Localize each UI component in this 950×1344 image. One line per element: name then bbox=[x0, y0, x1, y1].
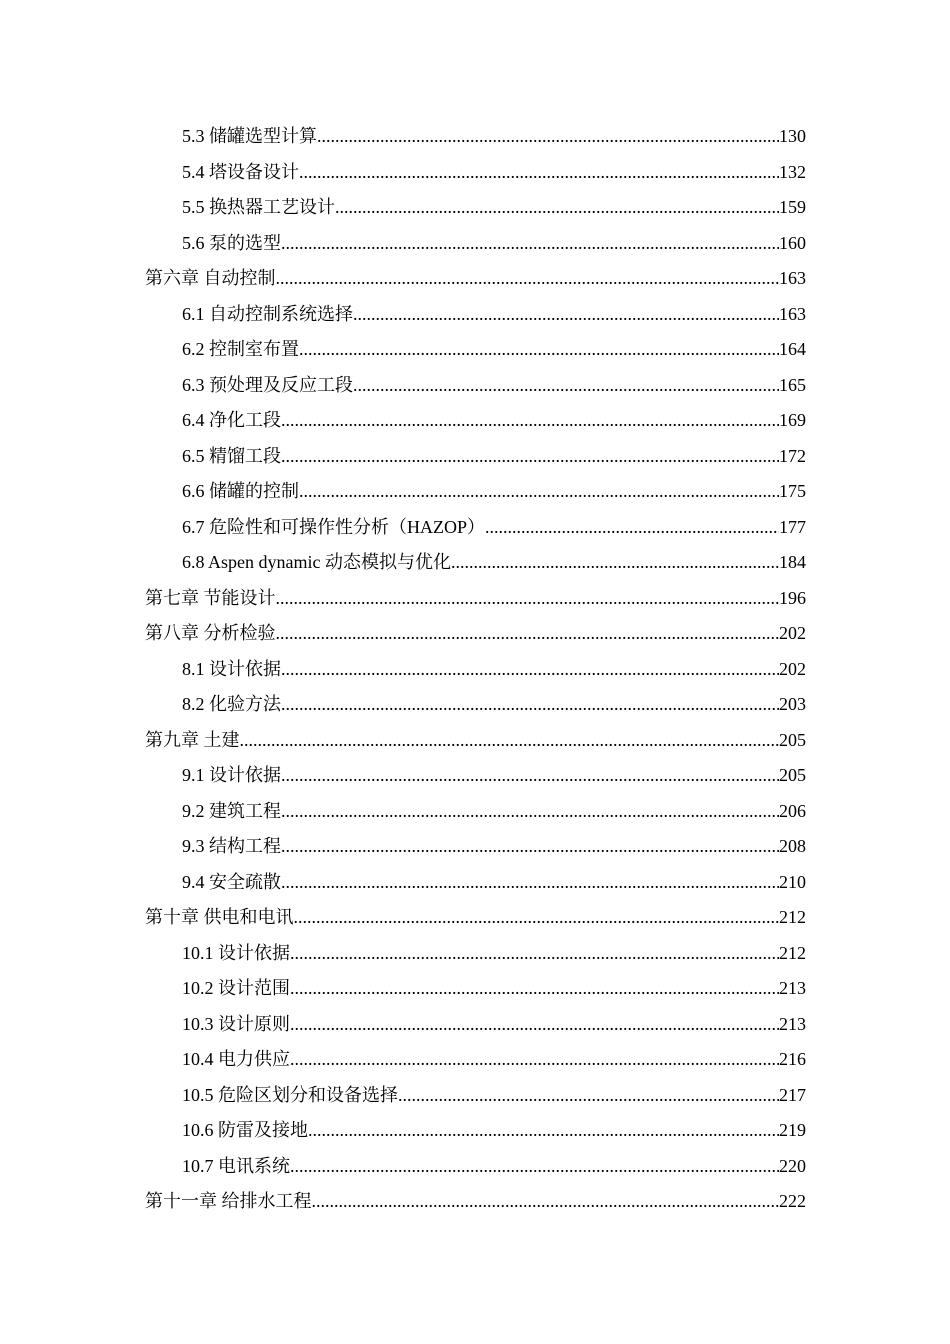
dot-leader bbox=[485, 510, 779, 546]
toc-section-entry[interactable] bbox=[145, 332, 806, 368]
toc-entry-title: 6.5 精馏工段 bbox=[182, 445, 281, 466]
dot-leader bbox=[276, 616, 780, 652]
toc-section-entry[interactable] bbox=[145, 474, 806, 510]
toc-page-number: 210 bbox=[779, 871, 806, 892]
dot-leader bbox=[281, 403, 779, 439]
toc-page-number: 208 bbox=[779, 836, 806, 856]
toc-entry-title: 5.5 换热器工艺设计 bbox=[182, 197, 335, 217]
toc-entry-title: 5.6 泵的选型 bbox=[182, 232, 281, 253]
toc-entry-title: 5.4 塔设备设计 bbox=[182, 161, 299, 182]
toc-entry-title: 10.5 危险区划分和设备选择 bbox=[182, 1084, 398, 1105]
toc-entry-title: 8.2 化验方法 bbox=[182, 694, 281, 714]
toc-page-number: 172 bbox=[779, 445, 806, 466]
toc-page-number: 206 bbox=[779, 800, 806, 821]
toc-section-entry[interactable] bbox=[145, 936, 806, 972]
toc-entry-title: 6.3 预处理及反应工段 bbox=[182, 374, 353, 395]
toc-entry-title: 第十一章 给排水工程 bbox=[145, 1191, 312, 1211]
toc-entry-title: 第十章 供电和电讯 bbox=[145, 907, 294, 927]
toc-page-number: 130 bbox=[779, 126, 806, 146]
toc-page-number: 169 bbox=[779, 410, 806, 430]
toc-page-number: 177 bbox=[779, 516, 806, 537]
dot-leader bbox=[290, 1007, 779, 1043]
table-of-contents bbox=[145, 119, 806, 1220]
toc-section-entry[interactable] bbox=[145, 439, 806, 475]
toc-page-number: 216 bbox=[779, 1049, 806, 1069]
toc-page-number: 132 bbox=[779, 161, 806, 182]
toc-page-number: 202 bbox=[779, 623, 806, 643]
dot-leader bbox=[451, 545, 779, 581]
toc-page-number: 219 bbox=[779, 1120, 806, 1140]
toc-page-number: 163 bbox=[779, 303, 806, 324]
dot-leader bbox=[281, 865, 779, 901]
toc-page-number: 222 bbox=[779, 1191, 806, 1211]
toc-page-number: 213 bbox=[779, 978, 806, 998]
dot-leader bbox=[317, 119, 779, 155]
toc-page-number: 203 bbox=[779, 694, 806, 714]
toc-page-number: 212 bbox=[779, 942, 806, 963]
toc-page-number: 212 bbox=[779, 907, 806, 927]
toc-section-entry[interactable] bbox=[145, 226, 806, 262]
toc-entry-title: 9.2 建筑工程 bbox=[182, 800, 281, 821]
toc-entry-title: 10.2 设计范围 bbox=[182, 978, 290, 998]
toc-section-entry[interactable] bbox=[145, 758, 806, 794]
toc-section-entry[interactable] bbox=[145, 1078, 806, 1114]
dot-leader bbox=[290, 971, 779, 1007]
dot-leader bbox=[281, 687, 779, 723]
toc-chapter-entry[interactable] bbox=[145, 900, 806, 936]
toc-page-number: 165 bbox=[779, 374, 806, 395]
toc-section-entry[interactable] bbox=[145, 190, 806, 226]
toc-page-number: 164 bbox=[779, 339, 806, 359]
toc-chapter-entry[interactable] bbox=[145, 261, 806, 297]
toc-page-number: 184 bbox=[779, 552, 806, 572]
dot-leader bbox=[353, 368, 779, 404]
toc-section-entry[interactable] bbox=[145, 971, 806, 1007]
toc-section-entry[interactable] bbox=[145, 687, 806, 723]
toc-section-entry[interactable] bbox=[145, 545, 806, 581]
toc-entry-title: 第九章 土建 bbox=[145, 729, 240, 750]
toc-entry-title: 9.3 结构工程 bbox=[182, 836, 281, 856]
toc-section-entry[interactable] bbox=[145, 1113, 806, 1149]
toc-page-number: 213 bbox=[779, 1013, 806, 1034]
toc-page-number: 205 bbox=[779, 729, 806, 750]
toc-entry-title: 第八章 分析检验 bbox=[145, 623, 276, 643]
dot-leader bbox=[281, 794, 779, 830]
toc-page-number: 202 bbox=[779, 658, 806, 679]
toc-entry-title: 6.6 储罐的控制 bbox=[182, 481, 299, 501]
toc-section-entry[interactable] bbox=[145, 510, 806, 546]
toc-entry-title: 10.1 设计依据 bbox=[182, 942, 290, 963]
dot-leader bbox=[312, 1184, 780, 1220]
dot-leader bbox=[299, 332, 779, 368]
toc-page-number: 217 bbox=[779, 1084, 806, 1105]
toc-page-number: 163 bbox=[779, 268, 806, 288]
toc-chapter-entry[interactable] bbox=[145, 723, 806, 759]
dot-leader bbox=[353, 297, 779, 333]
toc-page-number: 160 bbox=[779, 232, 806, 253]
toc-entry-title: 10.7 电讯系统 bbox=[182, 1155, 290, 1176]
toc-section-entry[interactable] bbox=[145, 1042, 806, 1078]
toc-entry-title: 6.7 危险性和可操作性分析（HAZOP） bbox=[182, 516, 486, 537]
toc-chapter-entry[interactable] bbox=[145, 616, 806, 652]
toc-entry-title: 6.4 净化工段 bbox=[182, 410, 281, 430]
toc-section-entry[interactable] bbox=[145, 794, 806, 830]
toc-section-entry[interactable] bbox=[145, 1149, 806, 1185]
toc-entry-title: 10.6 防雷及接地 bbox=[182, 1120, 308, 1140]
toc-page-number: 175 bbox=[779, 481, 806, 501]
dot-leader bbox=[281, 226, 779, 262]
dot-leader bbox=[276, 581, 780, 617]
dot-leader bbox=[299, 155, 779, 191]
toc-entry-title: 6.8 Aspen dynamic 动态模拟与优化 bbox=[182, 552, 451, 572]
dot-leader bbox=[290, 936, 779, 972]
dot-leader bbox=[281, 758, 779, 794]
toc-section-entry[interactable] bbox=[145, 368, 806, 404]
toc-section-entry[interactable] bbox=[145, 119, 806, 155]
toc-chapter-entry[interactable] bbox=[145, 581, 806, 617]
dot-leader bbox=[308, 1113, 779, 1149]
toc-entry-title: 10.4 电力供应 bbox=[182, 1049, 290, 1069]
toc-entry-title: 9.1 设计依据 bbox=[182, 765, 281, 785]
dot-leader bbox=[290, 1042, 779, 1078]
dot-leader bbox=[276, 261, 780, 297]
dot-leader bbox=[290, 1149, 779, 1185]
toc-section-entry[interactable] bbox=[145, 403, 806, 439]
toc-section-entry[interactable] bbox=[145, 865, 806, 901]
toc-page-number: 220 bbox=[779, 1155, 806, 1176]
toc-section-entry[interactable] bbox=[145, 155, 806, 191]
toc-section-entry[interactable] bbox=[145, 1007, 806, 1043]
dot-leader bbox=[281, 439, 779, 475]
dot-leader bbox=[398, 1078, 779, 1114]
toc-entry-title: 5.3 储罐选型计算 bbox=[182, 126, 317, 146]
dot-leader bbox=[281, 652, 779, 688]
toc-page-number: 196 bbox=[779, 587, 806, 608]
toc-entry-title: 6.2 控制室布置 bbox=[182, 339, 299, 359]
toc-entry-title: 8.1 设计依据 bbox=[182, 658, 281, 679]
toc-section-entry[interactable] bbox=[145, 652, 806, 688]
toc-chapter-entry[interactable] bbox=[145, 1184, 806, 1220]
dot-leader bbox=[281, 829, 779, 865]
toc-section-entry[interactable] bbox=[145, 829, 806, 865]
dot-leader bbox=[299, 474, 779, 510]
dot-leader bbox=[335, 190, 779, 226]
toc-entry-title: 9.4 安全疏散 bbox=[182, 871, 281, 892]
dot-leader bbox=[294, 900, 780, 936]
toc-entry-title: 第六章 自动控制 bbox=[145, 268, 276, 288]
toc-page-number: 159 bbox=[779, 197, 806, 217]
toc-entry-title: 第七章 节能设计 bbox=[145, 587, 276, 608]
toc-section-entry[interactable] bbox=[145, 297, 806, 333]
toc-entry-title: 10.3 设计原则 bbox=[182, 1013, 290, 1034]
toc-entry-title: 6.1 自动控制系统选择 bbox=[182, 303, 353, 324]
toc-page-number: 205 bbox=[779, 765, 806, 785]
dot-leader bbox=[240, 723, 780, 759]
